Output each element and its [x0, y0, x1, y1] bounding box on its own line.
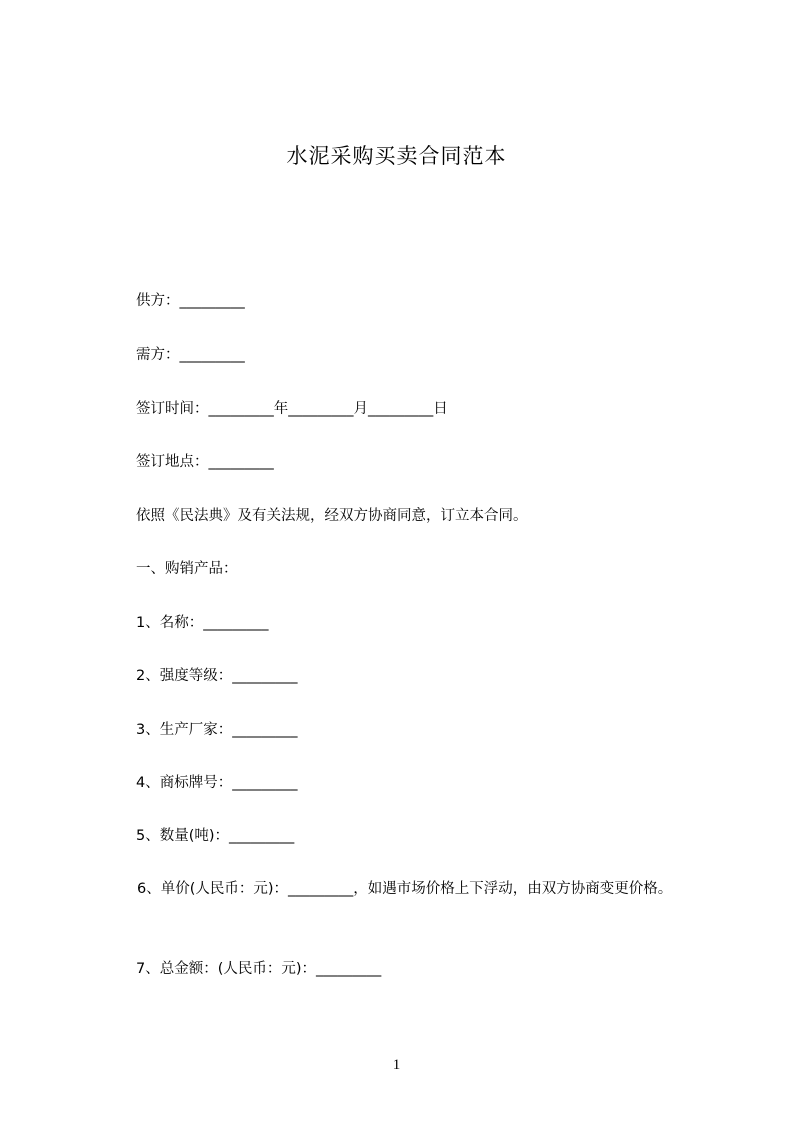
item-name: 1、名称：_________ — [136, 615, 269, 631]
item-manufacturer: 3、生产厂家：_________ — [136, 722, 298, 738]
sign-date-line: 签订时间：_________年_________月_________日 — [136, 401, 448, 417]
sign-place-line: 签订地点：_________ — [136, 454, 274, 470]
supplier-line: 供方：_________ — [136, 293, 245, 309]
item-total-amount: 7、总金额：(人民币：元)：_________ — [136, 961, 382, 977]
item-trademark: 4、商标牌号：_________ — [136, 775, 298, 791]
preamble-paragraph: 依照《民法典》及有关法规，经双方协商同意，订立本合同。 — [136, 508, 528, 524]
page-number: 1 — [392, 1057, 401, 1073]
item-quantity: 5、数量(吨)：_________ — [136, 828, 295, 844]
item-unit-price: 6、单价(人民币：元)：_________，如遇市场价格上下浮动，由双方协商变更价格。 — [137, 881, 673, 897]
buyer-line: 需方：_________ — [136, 347, 245, 363]
document-title: 水泥采购买卖合同范本 — [286, 144, 507, 168]
section-heading: 一、购销产品： — [136, 561, 238, 577]
item-strength-grade: 2、强度等级：_________ — [136, 668, 298, 684]
